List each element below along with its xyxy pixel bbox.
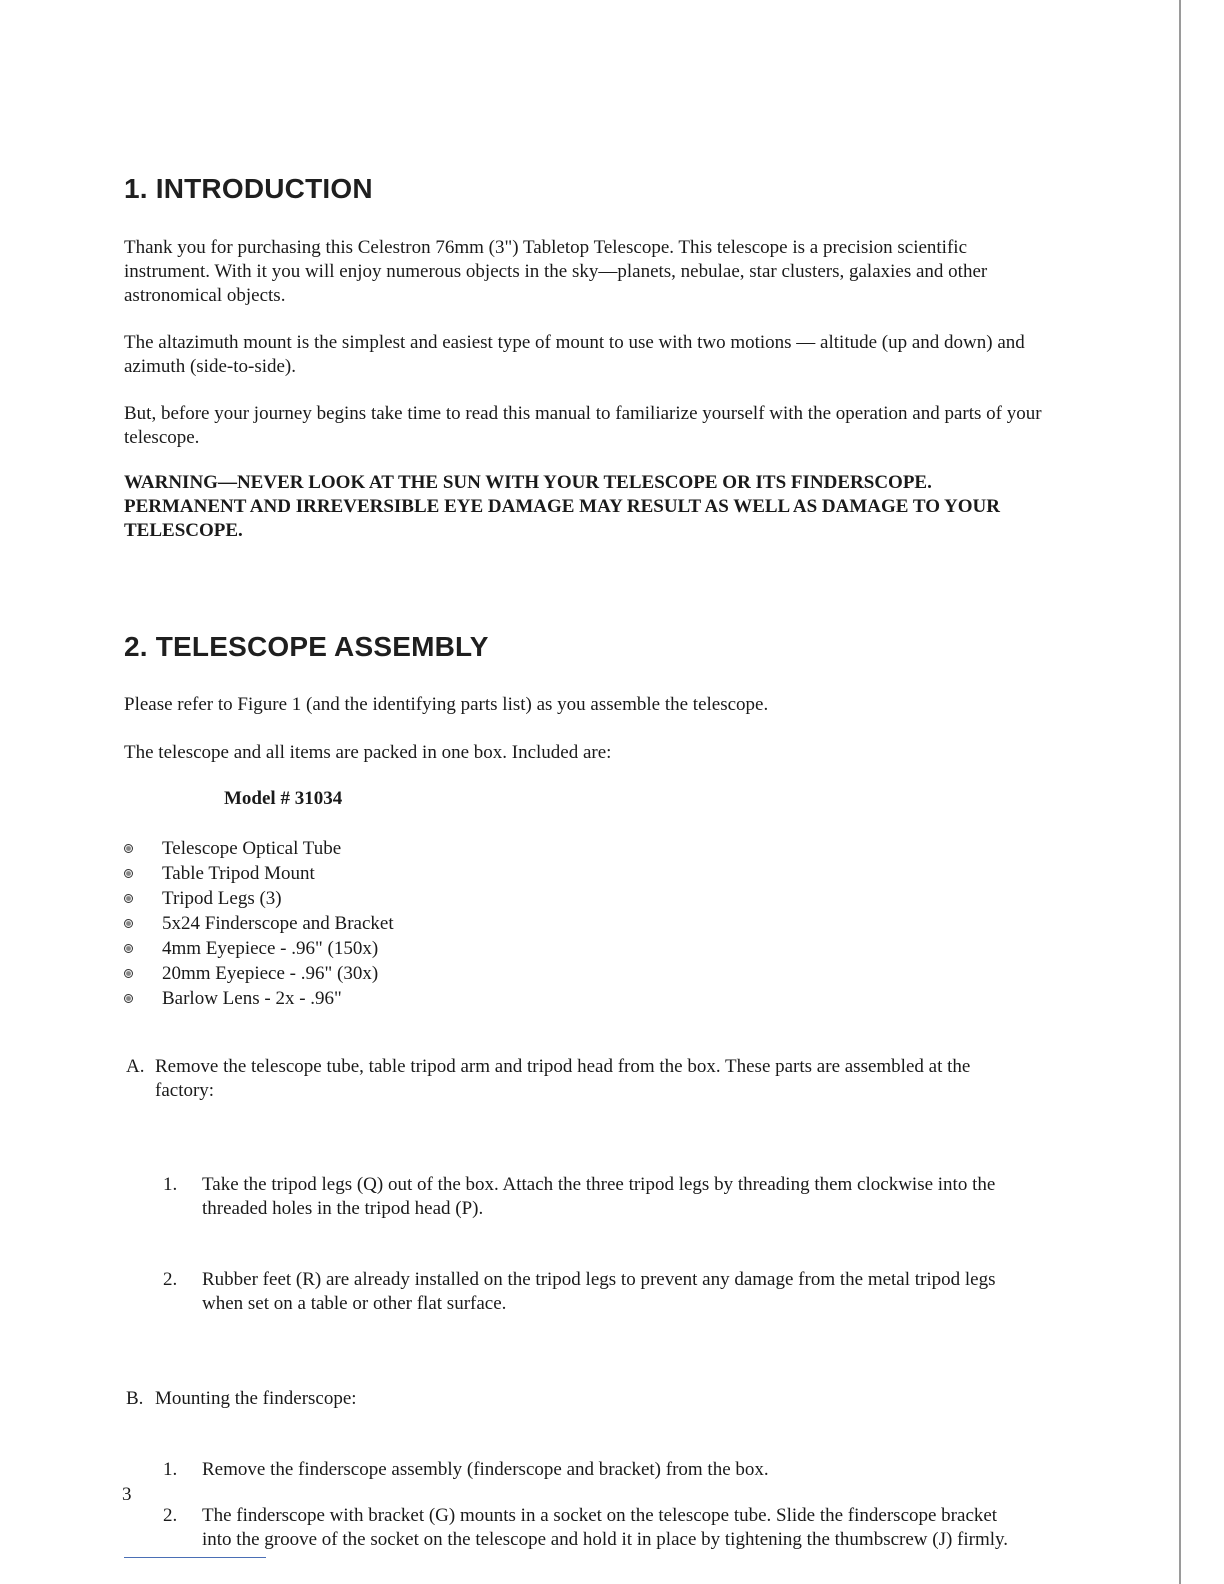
bullet-icon (124, 869, 133, 878)
list-item: Table Tripod Mount (124, 861, 394, 886)
substep-marker: 2. (163, 1505, 178, 1526)
footer-rule (124, 1557, 266, 1558)
step-b-marker: B. (126, 1388, 144, 1409)
substep-marker: 2. (163, 1269, 178, 1290)
step-b (126, 1387, 1015, 1411)
substep-marker: 1. (163, 1459, 178, 1480)
model-number: Model # 31034 (224, 788, 343, 809)
assembly-heading: 2. TELESCOPE ASSEMBLY (124, 631, 489, 662)
included-items-list (124, 836, 394, 1011)
bullet-icon (124, 994, 133, 1003)
assembly-paragraph-2: The telescope and all items are packed in one box. Included are: (124, 742, 612, 763)
step-a-text: Remove the telescope tube, table tripod arm and tripod head from the box. These parts are assembled at the factory: (155, 1056, 971, 1101)
bullet-icon (124, 944, 133, 953)
list-item: 20mm Eyepiece - .96" (30x) (124, 961, 394, 986)
step-b-substep-1 (163, 1458, 1022, 1482)
step-a (126, 1055, 1015, 1103)
sun-warning: WARNING—NEVER LOOK AT THE SUN WITH YOUR TELESCOPE OR ITS FINDERSCOPE. PERMANENT AND IRREVERSIBLE EYE DAMAGE MAY RESULT AS WELL AS DAMAGE TO YOUR TELESCOPE. (124, 472, 1000, 541)
bullet-icon (124, 844, 133, 853)
substep-text: The finderscope with bracket (G) mounts in a socket on the telescope tube. Slide the finderscope bracket into the groove of the socket on the telescope and hold it in place by tightening the thumbscrew (J) firmly. (202, 1505, 1009, 1550)
list-item: 4mm Eyepiece - .96" (150x) (124, 936, 394, 961)
intro-paragraph-3: But, before your journey begins take time to read this manual to familiarize yourself with the operation and parts of your telescope. (124, 403, 1042, 448)
step-a-substep-1 (163, 1173, 1022, 1221)
intro-heading: 1. INTRODUCTION (124, 173, 373, 204)
page-number: 3 (122, 1484, 132, 1505)
substep-text: Take the tripod legs (Q) out of the box. Attach the three tripod legs by threading them clockwise into the threaded holes in the tripod head (P). (202, 1174, 996, 1219)
assembly-paragraph-1: Please refer to Figure 1 (and the identifying parts list) as you assemble the telescope. (124, 694, 769, 715)
bullet-icon (124, 919, 133, 928)
substep-text: Remove the finderscope assembly (finderscope and bracket) from the box. (202, 1459, 769, 1480)
step-b-text: Mounting the finderscope: (155, 1388, 357, 1409)
substep-marker: 1. (163, 1174, 178, 1195)
list-item: Telescope Optical Tube (124, 836, 394, 861)
list-item: Tripod Legs (3) (124, 886, 394, 911)
scan-page-edge (1179, 0, 1181, 1584)
step-a-marker: A. (126, 1056, 145, 1077)
bullet-icon (124, 969, 133, 978)
substep-text: Rubber feet (R) are already installed on the tripod legs to prevent any damage from the metal tripod legs when set on a table or other flat surface. (202, 1269, 996, 1314)
bullet-icon (124, 894, 133, 903)
list-item: Barlow Lens - 2x - .96" (124, 986, 394, 1011)
intro-paragraph-1: Thank you for purchasing this Celestron 76mm (3") Tabletop Telescope. This telescope is a precision scientific instrument. With it you will enjoy numerous objects in the sky—planets, nebulae, star clusters, galaxies and other astronomical objects. (124, 237, 988, 306)
step-b-substep-2 (163, 1504, 1022, 1552)
intro-paragraph-2: The altazimuth mount is the simplest and easiest type of mount to use with two motions — altitude (up and down) and azimuth (side-to-side). (124, 332, 1025, 377)
step-a-substep-2 (163, 1268, 1022, 1316)
list-item: 5x24 Finderscope and Bracket (124, 911, 394, 936)
